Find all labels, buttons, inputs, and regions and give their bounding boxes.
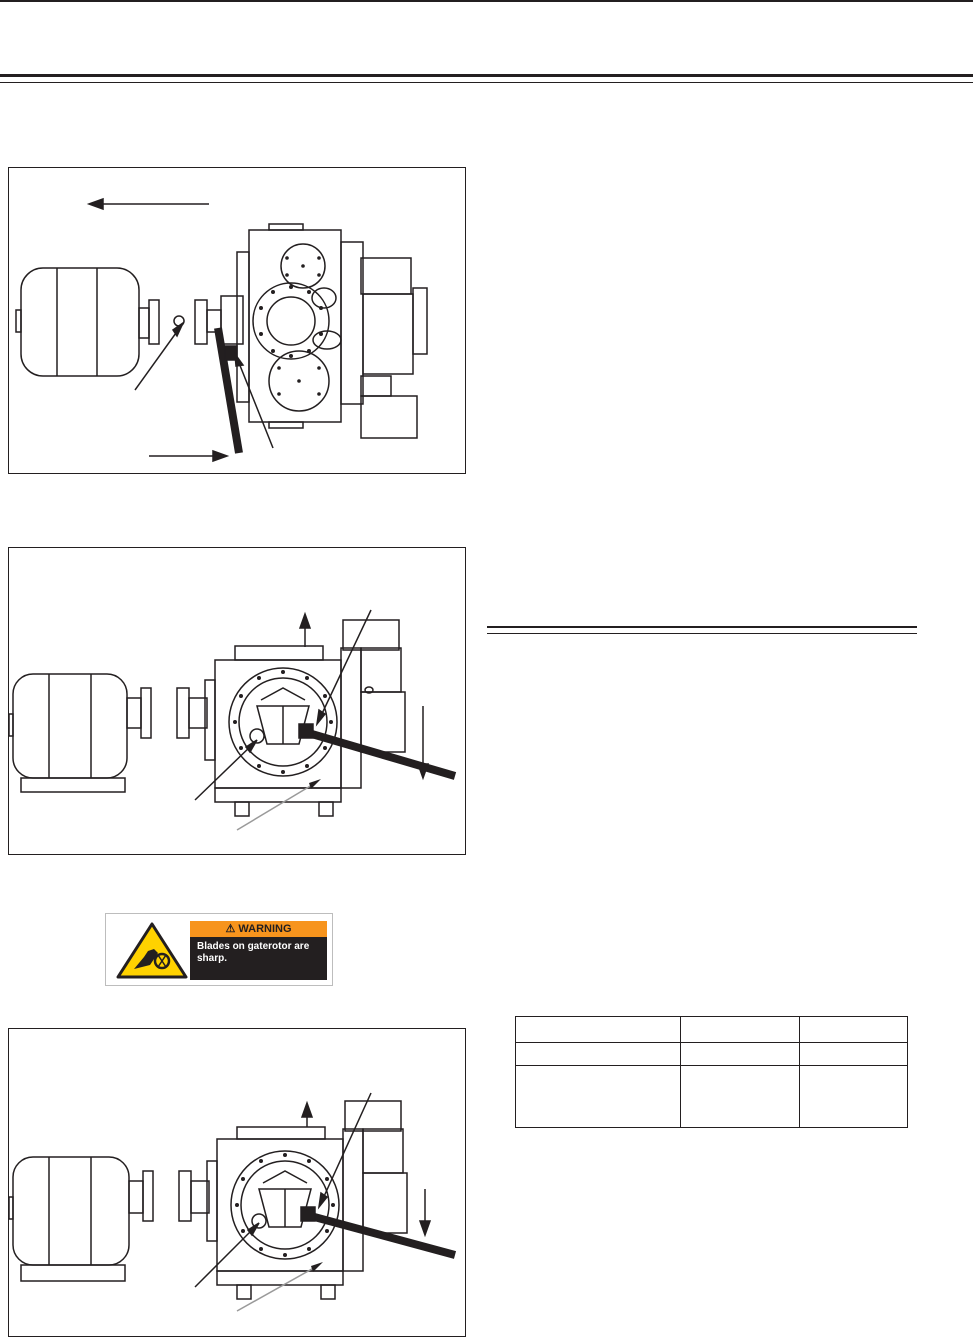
table-cell bbox=[800, 1017, 908, 1043]
table-cell bbox=[681, 1043, 800, 1066]
compressor-side-view-drawing-1 bbox=[9, 548, 466, 855]
warning-panel bbox=[190, 921, 327, 980]
compressor-side-view-drawing-2 bbox=[9, 1029, 466, 1337]
table-row bbox=[516, 1066, 908, 1128]
figure-side-view-2 bbox=[8, 1028, 466, 1337]
specification-table bbox=[515, 1016, 908, 1128]
header-rule-thin bbox=[0, 82, 973, 83]
table-cell bbox=[516, 1066, 681, 1128]
hand-hazard-triangle-icon bbox=[114, 921, 190, 980]
table-row bbox=[516, 1043, 908, 1066]
section-rule-thin bbox=[487, 633, 917, 634]
table-cell bbox=[681, 1066, 800, 1128]
figure-top-view bbox=[8, 167, 466, 474]
table-cell bbox=[516, 1017, 681, 1043]
header-top-rule bbox=[0, 0, 973, 2]
table-cell bbox=[516, 1043, 681, 1066]
header-rule-thick bbox=[0, 74, 973, 77]
hand-hazard-icon bbox=[114, 921, 190, 980]
warning-triangle-icon: ⚠ bbox=[225, 923, 236, 935]
warning-message: Blades on gaterotor are sharp. bbox=[197, 941, 310, 964]
compressor-top-view-drawing bbox=[9, 168, 466, 474]
table-cell bbox=[681, 1017, 800, 1043]
figure-side-view-1 bbox=[8, 547, 466, 855]
table-header-row bbox=[516, 1017, 908, 1043]
warning-label bbox=[105, 913, 333, 986]
warning-heading: ⚠ WARNING bbox=[190, 921, 327, 937]
section-rule-thick bbox=[487, 626, 917, 628]
table-cell bbox=[800, 1066, 908, 1128]
table-cell bbox=[800, 1043, 908, 1066]
